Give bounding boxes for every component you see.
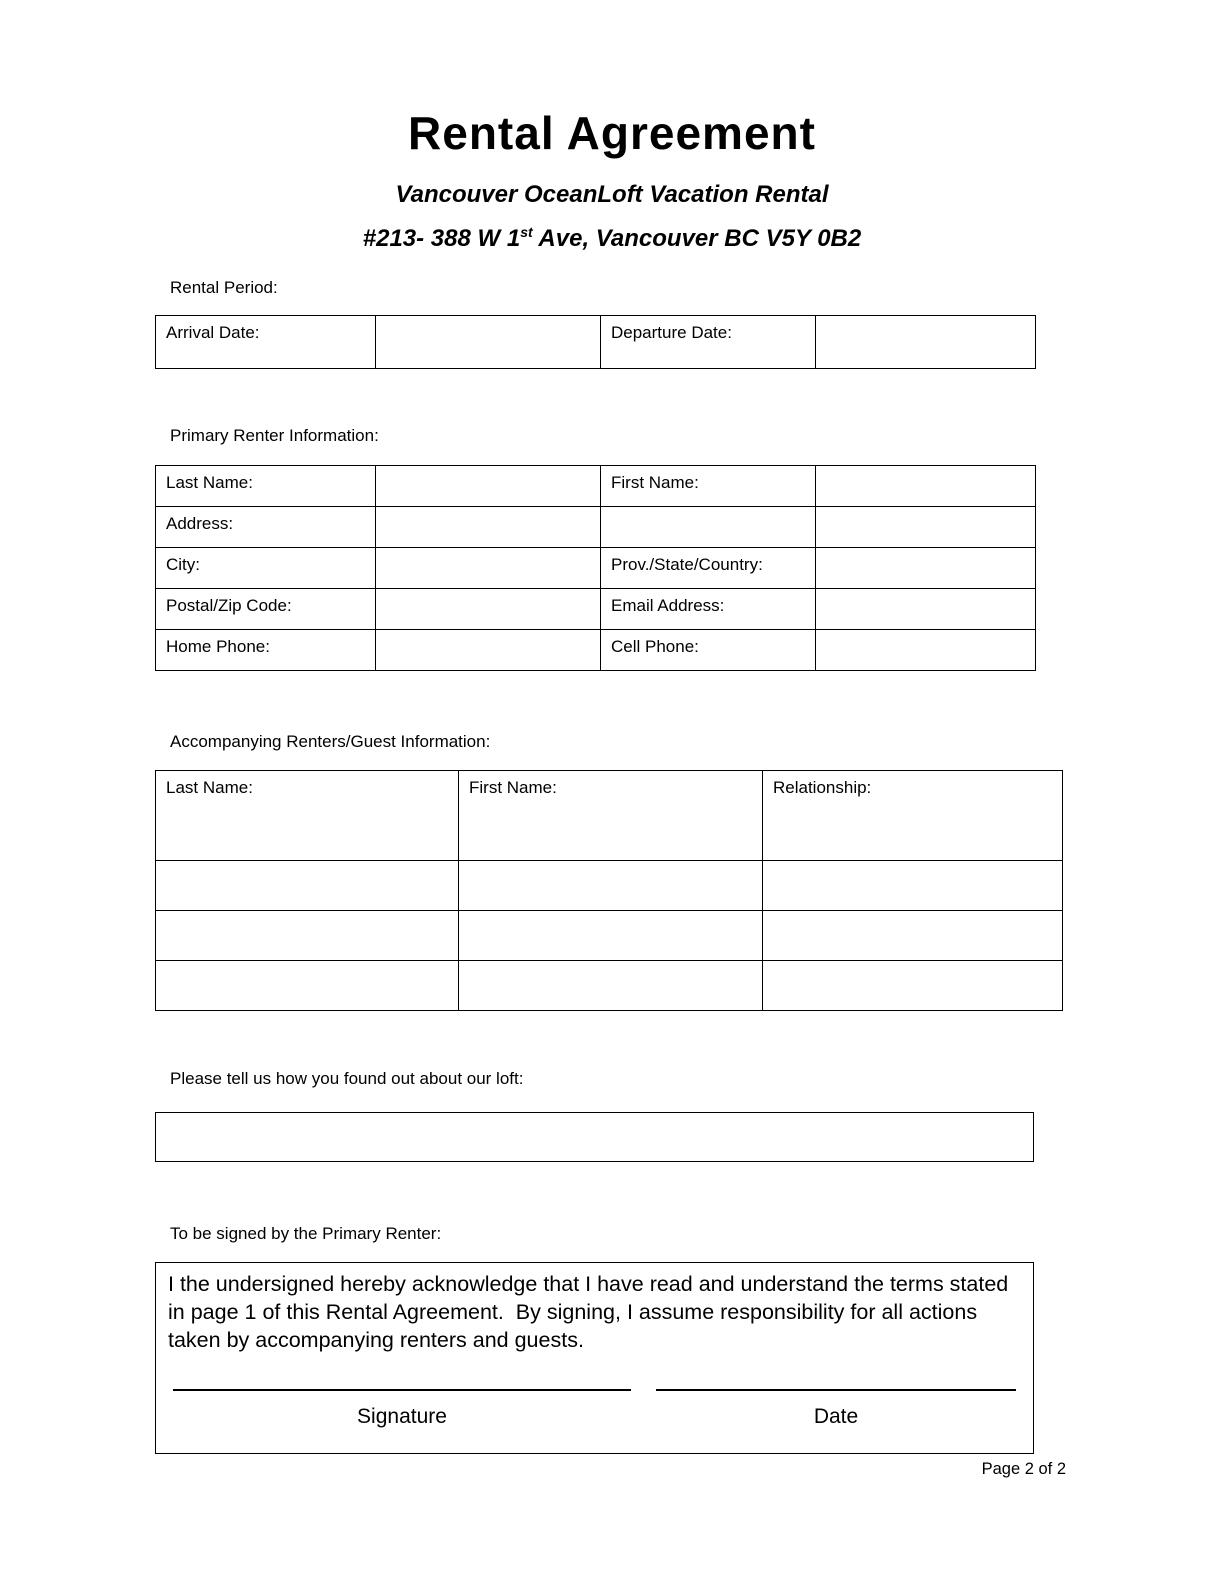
email-label: Email Address: — [601, 589, 816, 630]
acknowledgement-text: I the undersigned hereby acknowledge that I have read and understand the terms stated in page 1 of this Rental Agreement. By signing, I assume responsibility for all actions taken by accompanying renters and guests. — [168, 1272, 1015, 1352]
guest-last-name-field-1[interactable] — [156, 861, 459, 911]
page-number: Page 2 of 2 — [981, 1460, 1066, 1478]
postal-zip-label: Postal/Zip Code: — [156, 589, 376, 630]
departure-date-field[interactable] — [816, 316, 1036, 369]
cell-phone-field[interactable] — [816, 630, 1036, 671]
guest-last-name-field-3[interactable] — [156, 961, 459, 1011]
guest-header-row — [156, 771, 1063, 861]
guest-last-name-header[interactable]: Last Name: — [156, 771, 459, 861]
address-ordinal-suffix: st — [520, 224, 533, 240]
table-row — [156, 630, 1036, 671]
address-line — [0, 224, 1224, 253]
signature-box — [155, 1262, 1034, 1454]
cell-phone-label: Cell Phone: — [601, 630, 816, 671]
departure-date-label: Departure Date: — [601, 316, 816, 369]
last-name-field[interactable] — [376, 466, 601, 507]
guest-first-name-field-3[interactable] — [459, 961, 763, 1011]
guest-relationship-field-3[interactable] — [763, 961, 1063, 1011]
guest-table — [155, 770, 1063, 1011]
guest-row — [156, 861, 1063, 911]
guest-first-name-field-1[interactable] — [459, 861, 763, 911]
address-label: Address: — [156, 507, 376, 548]
first-name-field[interactable] — [816, 466, 1036, 507]
guest-relationship-field-2[interactable] — [763, 911, 1063, 961]
guest-row — [156, 961, 1063, 1011]
table-row — [156, 466, 1036, 507]
guest-first-name-field-2[interactable] — [459, 911, 763, 961]
primary-renter-table — [155, 465, 1036, 671]
address-field-cont-1[interactable] — [601, 507, 816, 548]
section-label-guests: Accompanying Renters/Guest Information: — [170, 732, 491, 751]
signature-line[interactable] — [173, 1389, 631, 1391]
guest-last-name-field-2[interactable] — [156, 911, 459, 961]
address-prefix: #213- 388 W 1 — [362, 225, 521, 252]
address-suffix: Ave, Vancouver BC V5Y 0B2 — [532, 225, 862, 252]
arrival-date-label: Arrival Date: — [156, 316, 376, 369]
guest-first-name-header[interactable]: First Name: — [459, 771, 763, 861]
table-row — [156, 589, 1036, 630]
referral-input-box[interactable] — [155, 1112, 1034, 1162]
guest-relationship-header[interactable]: Relationship: — [763, 771, 1063, 861]
guest-relationship-field-1[interactable] — [763, 861, 1063, 911]
address-field[interactable] — [376, 507, 601, 548]
section-label-primary-renter: Primary Renter Information: — [170, 426, 379, 445]
home-phone-label: Home Phone: — [156, 630, 376, 671]
city-field[interactable] — [376, 548, 601, 589]
page-title: Rental Agreement — [408, 107, 816, 159]
prov-state-country-label: Prov./State/Country: — [601, 548, 816, 589]
prov-state-country-field[interactable] — [816, 548, 1036, 589]
email-field[interactable] — [816, 589, 1036, 630]
section-label-signed: To be signed by the Primary Renter: — [170, 1224, 442, 1243]
date-label: Date — [813, 1405, 859, 1428]
table-row — [156, 507, 1036, 548]
guest-row — [156, 911, 1063, 961]
page-subtitle: Vancouver OceanLoft Vacation Rental — [395, 181, 829, 208]
signature-label: Signature — [357, 1405, 447, 1428]
date-line[interactable] — [656, 1389, 1016, 1391]
table-row — [156, 548, 1036, 589]
arrival-date-field[interactable] — [376, 316, 601, 369]
city-label: City: — [156, 548, 376, 589]
first-name-label: First Name: — [601, 466, 816, 507]
section-label-referral: Please tell us how you found out about our loft: — [170, 1069, 524, 1088]
rental-period-table — [155, 315, 1036, 369]
last-name-label: Last Name: — [156, 466, 376, 507]
address-field-cont-2[interactable] — [816, 507, 1036, 548]
home-phone-field[interactable] — [376, 630, 601, 671]
postal-zip-field[interactable] — [376, 589, 601, 630]
section-label-rental-period: Rental Period: — [170, 278, 278, 297]
